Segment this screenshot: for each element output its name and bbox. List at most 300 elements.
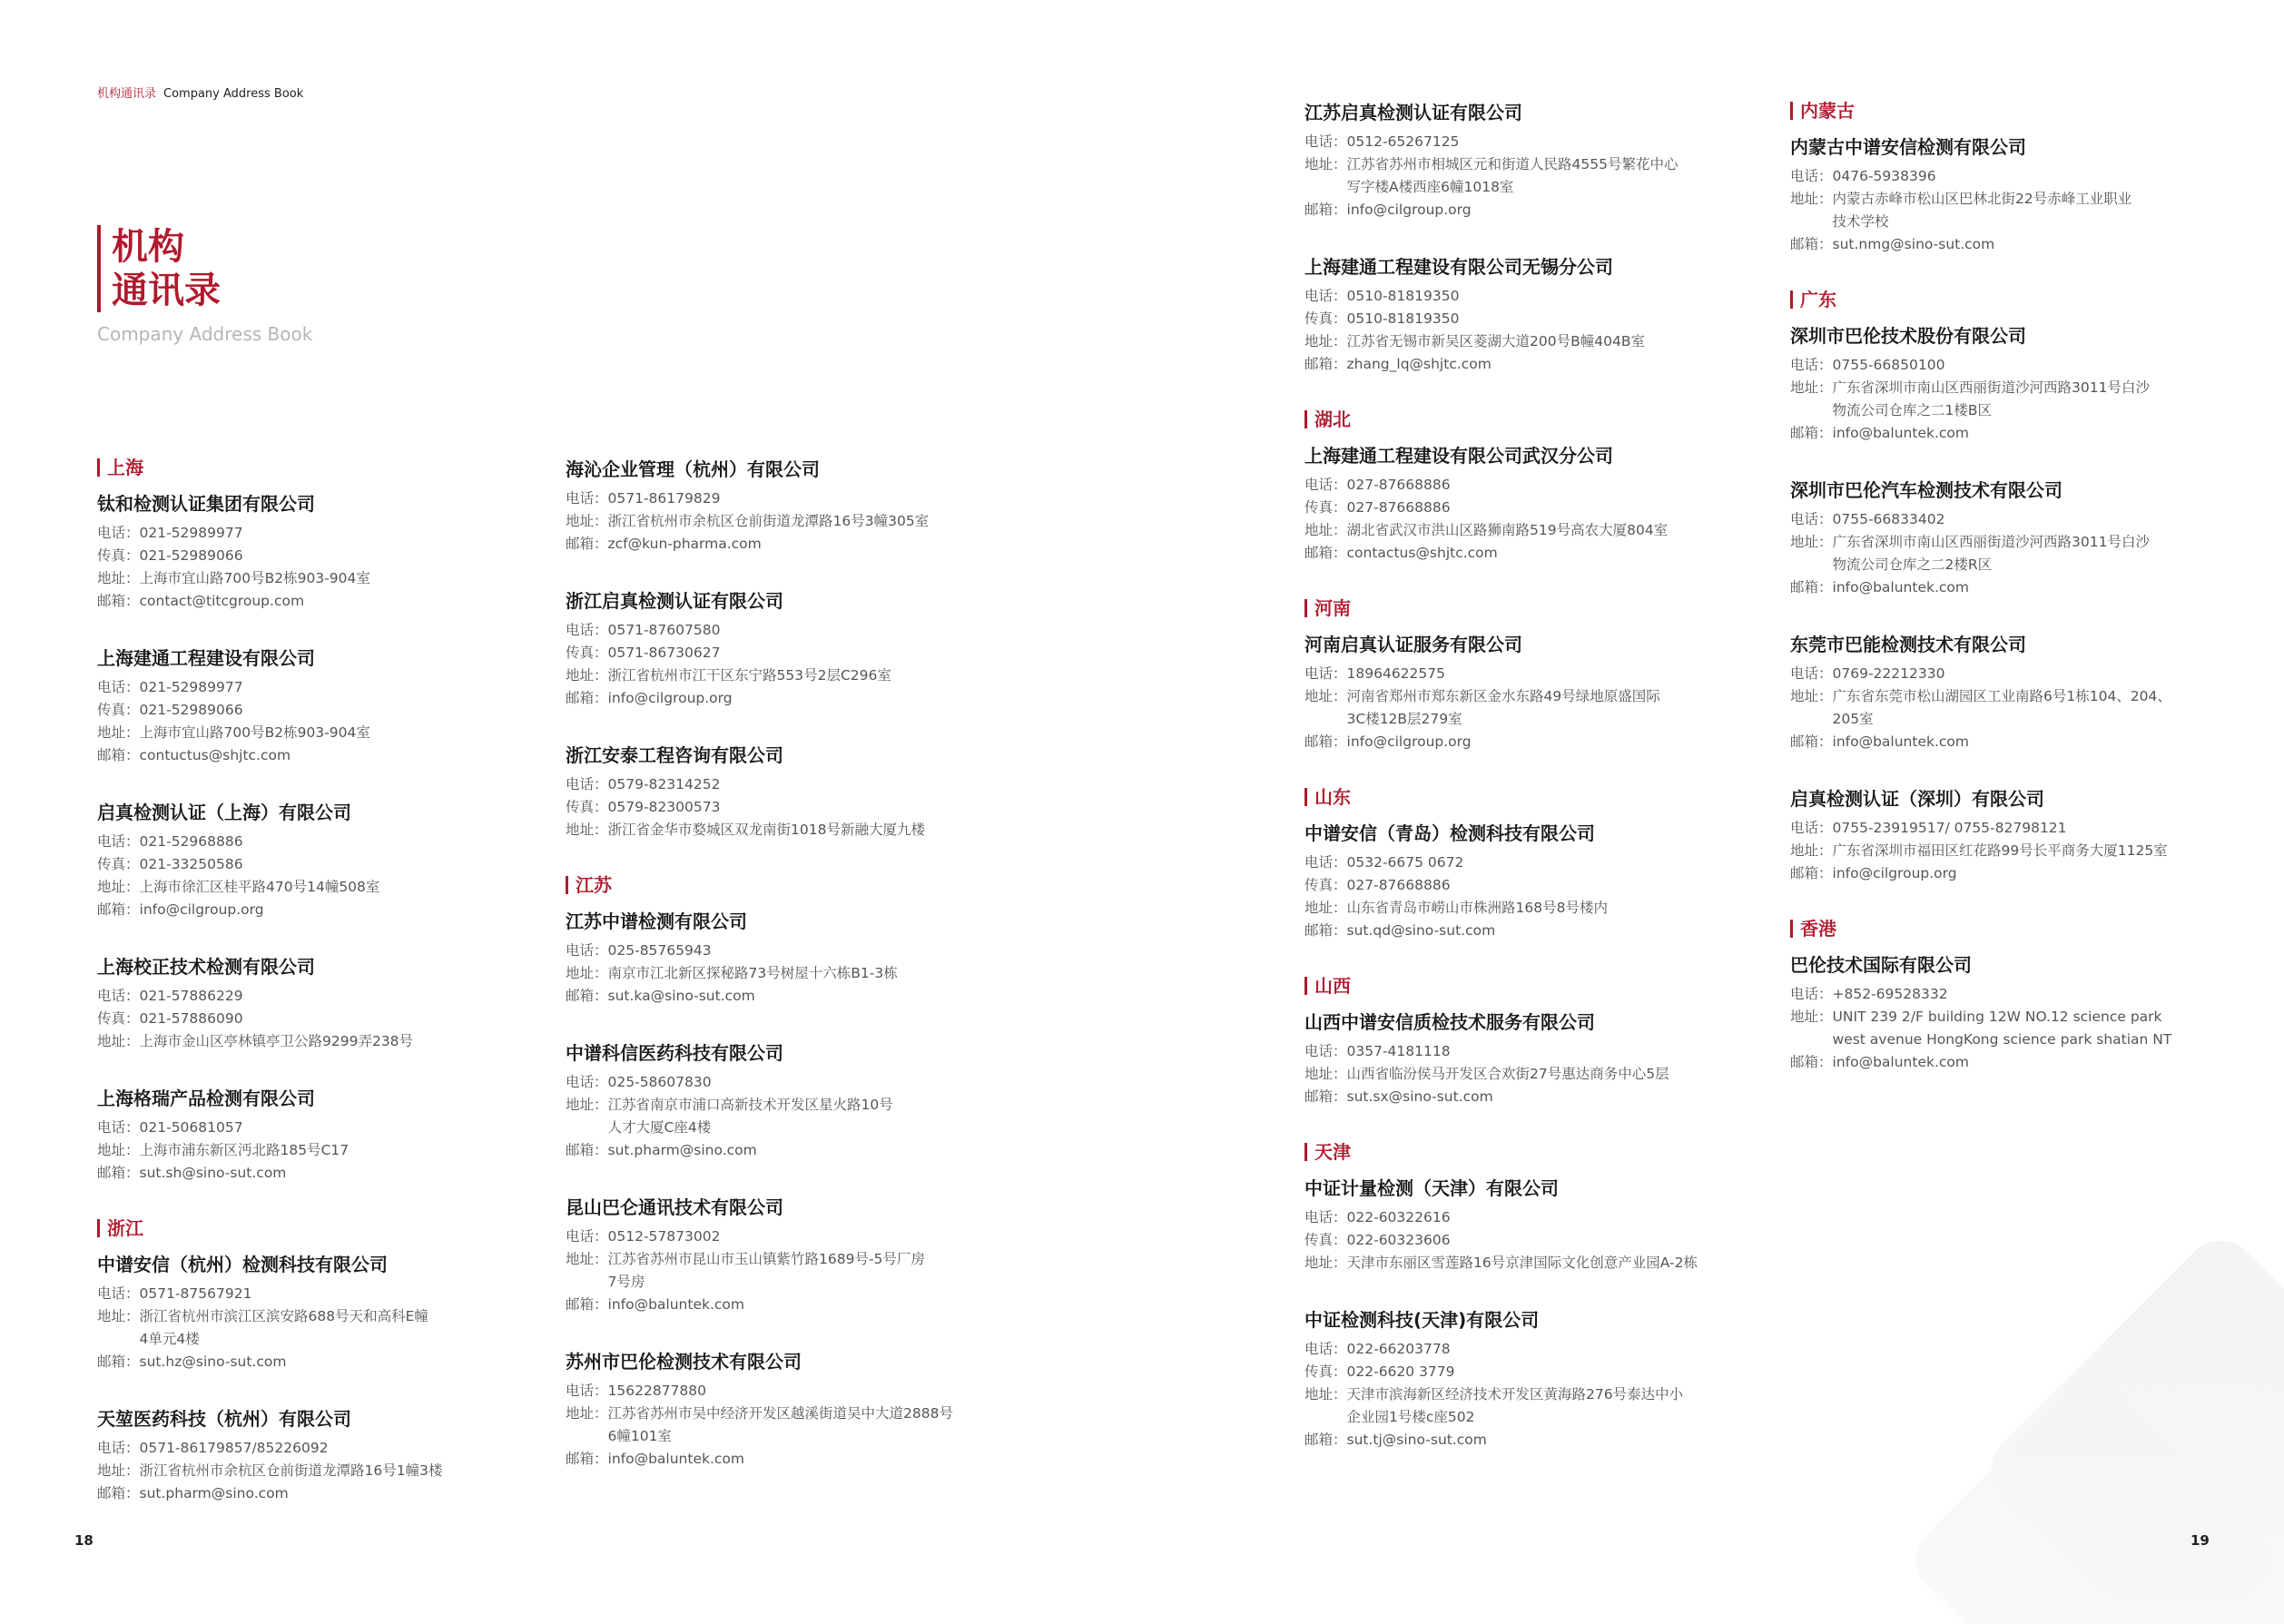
region-heading: 山东 xyxy=(1304,788,1813,806)
address-label: 地址： xyxy=(97,1462,140,1479)
page-header xyxy=(97,84,303,101)
phone-label: 电话： xyxy=(97,1119,140,1136)
address-value: 天津市东丽区雪莲路16号京津国际文化创意产业园A-2栋 xyxy=(1346,1255,1698,1271)
phone-value: 021-52989977 xyxy=(139,679,243,695)
company-entry xyxy=(1790,479,2284,599)
page-title xyxy=(97,225,221,312)
email-value[interactable]: info@cilgroup.org xyxy=(139,901,264,918)
phone-value: 0571-87567921 xyxy=(139,1285,252,1302)
email-label: 邮箱： xyxy=(1304,1432,1347,1448)
address-label: 地址： xyxy=(1304,333,1347,349)
address-line xyxy=(566,819,1074,842)
phone-value: 0579-82314252 xyxy=(607,776,721,792)
phone-value: 0512-65267125 xyxy=(1346,133,1460,150)
address-line xyxy=(1790,1006,2284,1051)
address-line xyxy=(1304,1252,1813,1275)
phone-label: 电话： xyxy=(1304,288,1347,304)
address-label: 地址： xyxy=(97,570,140,586)
company-entry xyxy=(1304,445,1813,565)
address-line xyxy=(1790,685,2284,731)
phone-line xyxy=(566,940,1074,962)
fax-label: 传真： xyxy=(1304,1232,1347,1248)
email-value[interactable]: info@baluntek.com xyxy=(1832,1054,1969,1070)
company-name: 深圳市巴伦技术股份有限公司 xyxy=(1790,325,2026,347)
address-line xyxy=(566,1248,1074,1294)
email-line xyxy=(97,899,605,921)
phone-value: 0755-66850100 xyxy=(1832,357,1945,373)
address-line xyxy=(1304,519,1813,542)
region-heading: 湖北 xyxy=(1304,410,1813,428)
company-name: 上海格瑞产品检测有限公司 xyxy=(97,1088,315,1109)
region-heading: 山西 xyxy=(1304,977,1813,995)
company-entry xyxy=(1304,1011,1813,1108)
email-line xyxy=(1304,1429,1813,1452)
email-label: 邮箱： xyxy=(1304,202,1347,218)
email-value[interactable]: contactus@shjtc.com xyxy=(1346,545,1498,561)
background-decoration xyxy=(1903,1152,2284,1624)
phone-line xyxy=(1304,1338,1813,1361)
email-label: 邮箱： xyxy=(1790,579,1833,595)
phone-label: 电话： xyxy=(1304,1043,1347,1059)
email-label: 邮箱： xyxy=(1790,733,1833,750)
page-number-left: 18 xyxy=(74,1532,94,1549)
company-entry xyxy=(566,458,1074,556)
email-line xyxy=(1304,1086,1813,1108)
fax-label: 传真： xyxy=(1304,877,1347,893)
address-label: 地址： xyxy=(1790,1009,1833,1025)
company-name: 巴伦技术国际有限公司 xyxy=(1790,954,1972,976)
address-line xyxy=(1304,1063,1813,1086)
phone-line xyxy=(566,1071,1074,1094)
fax-label: 传真： xyxy=(1304,310,1347,327)
address-value: UNIT 239 2/F building 12W NO.12 science park west avenue HongKong science park shatian NT xyxy=(1832,1009,2172,1048)
email-label: 邮箱： xyxy=(97,901,140,918)
phone-label: 电话： xyxy=(97,833,140,850)
email-label: 邮箱： xyxy=(97,1165,140,1181)
email-line xyxy=(1304,920,1813,942)
email-value[interactable]: sut.tj@sino-sut.com xyxy=(1346,1432,1487,1448)
address-line xyxy=(1304,153,1813,199)
company-name: 上海校正技术检测有限公司 xyxy=(97,956,315,978)
email-value[interactable]: sut.sh@sino-sut.com xyxy=(139,1165,287,1181)
phone-label: 电话： xyxy=(1790,665,1833,682)
email-line xyxy=(1790,1051,2284,1074)
fax-line xyxy=(97,1008,605,1030)
address-line xyxy=(1304,330,1813,353)
phone-label: 电话： xyxy=(566,942,608,959)
fax-value: 021-52989066 xyxy=(139,702,243,718)
address-line xyxy=(566,664,1074,687)
phone-value: 18964622575 xyxy=(1346,665,1445,682)
company-name: 昆山巴仑通讯技术有限公司 xyxy=(566,1196,783,1218)
email-label: 邮箱： xyxy=(566,536,608,552)
phone-label: 电话： xyxy=(97,1440,140,1456)
fax-line xyxy=(1304,308,1813,330)
page-number-right: 19 xyxy=(2190,1532,2210,1549)
address-value: 江苏省苏州市吴中经济开发区越溪街道吴中大道2888号 6幢101室 xyxy=(607,1405,953,1444)
column-2 xyxy=(566,458,1074,1505)
company-name: 浙江启真检测认证有限公司 xyxy=(566,590,783,612)
address-label: 地址： xyxy=(566,822,608,838)
phone-line xyxy=(566,773,1074,796)
company-entry xyxy=(97,647,605,767)
email-value[interactable]: info@cilgroup.org xyxy=(1346,202,1472,218)
email-line xyxy=(1304,542,1813,565)
address-label: 地址： xyxy=(1304,156,1347,172)
email-line xyxy=(1790,576,2284,599)
phone-value: 0512-57873002 xyxy=(607,1228,721,1245)
fax-label: 传真： xyxy=(97,856,140,872)
phone-label: 电话： xyxy=(1790,986,1833,1002)
company-name: 中谱安信（青岛）检测科技有限公司 xyxy=(1304,822,1595,844)
phone-value: 0532-6675 0672 xyxy=(1346,854,1464,871)
address-line xyxy=(97,1460,605,1482)
email-label: 邮箱： xyxy=(97,1353,140,1370)
address-value: 广东省深圳市福田区红花路99号长平商务大厦1125室 xyxy=(1832,842,2168,859)
address-label: 地址： xyxy=(1304,688,1347,704)
address-value: 江苏省苏州市昆山市玉山镇紫竹路1689号-5号厂房 7号房 xyxy=(607,1251,925,1290)
company-entry xyxy=(1790,954,2284,1074)
phone-label: 电话： xyxy=(1790,511,1833,527)
address-value: 山东省青岛市崂山市株洲路168号8号楼内 xyxy=(1346,900,1608,916)
company-name: 中谱科信医药科技有限公司 xyxy=(566,1042,783,1064)
address-value: 江苏省无锡市新吴区菱湖大道200号B幢404B室 xyxy=(1346,333,1645,349)
email-value[interactable]: info@cilgroup.org xyxy=(1832,865,1957,881)
fax-line xyxy=(97,853,605,876)
phone-value: 0476-5938396 xyxy=(1832,168,1936,184)
email-label: 邮箱： xyxy=(566,1296,608,1313)
phone-value: 0571-87607580 xyxy=(607,622,721,638)
email-label: 邮箱： xyxy=(1790,1054,1833,1070)
fax-line xyxy=(1304,1361,1813,1383)
email-line xyxy=(566,1448,1074,1471)
fax-line xyxy=(566,642,1074,664)
company-entry xyxy=(1790,325,2284,445)
company-name: 中证检测科技(天津)有限公司 xyxy=(1304,1309,1540,1331)
phone-line xyxy=(1790,165,2284,188)
address-value: 浙江省金华市婺城区双龙南街1018号新融大厦九楼 xyxy=(607,822,925,838)
fax-value: 0579-82300573 xyxy=(607,799,721,815)
address-line xyxy=(566,1094,1074,1139)
region-heading: 上海 xyxy=(97,458,605,477)
company-name: 内蒙古中谱安信检测有限公司 xyxy=(1790,136,2026,158)
fax-label: 传真： xyxy=(97,1010,140,1027)
fax-line xyxy=(1304,874,1813,897)
email-value[interactable]: zcf@kun-pharma.com xyxy=(607,536,762,552)
phone-label: 电话： xyxy=(566,1228,608,1245)
phone-line xyxy=(1304,1206,1813,1229)
email-label: 邮箱： xyxy=(1304,356,1347,372)
phone-value: 021-52989977 xyxy=(139,525,243,541)
address-label: 地址： xyxy=(1304,900,1347,916)
phone-label: 电话： xyxy=(1304,665,1347,682)
company-entry xyxy=(1304,102,1813,221)
fax-label: 传真： xyxy=(97,547,140,564)
email-value[interactable]: sut.hz@sino-sut.com xyxy=(139,1353,287,1370)
address-label: 地址： xyxy=(566,513,608,529)
phone-value: 027-87668886 xyxy=(1346,477,1451,493)
header-en: Company Address Book xyxy=(163,87,304,101)
phone-label: 电话： xyxy=(1304,1209,1347,1225)
phone-line xyxy=(566,1380,1074,1403)
company-entry xyxy=(566,910,1074,1008)
email-value[interactable]: sut.qd@sino-sut.com xyxy=(1346,922,1496,939)
company-entry xyxy=(566,1351,1074,1471)
address-label: 地址： xyxy=(1790,379,1833,396)
region-heading: 浙江 xyxy=(97,1219,605,1237)
phone-label: 电话： xyxy=(1304,854,1347,871)
region-heading: 香港 xyxy=(1790,920,2284,938)
address-label: 地址： xyxy=(97,1142,140,1158)
phone-value: 15622877880 xyxy=(607,1383,706,1399)
email-value[interactable]: sut.nmg@sino-sut.com xyxy=(1832,236,1995,252)
address-line xyxy=(1790,377,2284,422)
address-value: 江苏省南京市浦口高新技术开发区星火路10号 人才大厦C座4楼 xyxy=(607,1097,893,1136)
email-value[interactable]: info@baluntek.com xyxy=(607,1296,744,1313)
address-value: 广东省深圳市南山区西丽街道沙河西路3011号白沙 物流公司仓库之二1楼B区 xyxy=(1832,379,2150,418)
address-label: 地址： xyxy=(566,965,608,981)
phone-value: 025-58607830 xyxy=(607,1074,712,1090)
company-name: 东莞市巴能检测技术有限公司 xyxy=(1790,634,2026,655)
fax-value: 021-57886090 xyxy=(139,1010,243,1027)
email-value[interactable]: info@cilgroup.org xyxy=(1346,733,1472,750)
region-heading: 天津 xyxy=(1304,1143,1813,1161)
phone-line xyxy=(1790,817,2284,840)
fax-value: 027-87668886 xyxy=(1346,499,1451,516)
fax-value: 0571-86730627 xyxy=(607,645,721,661)
address-label: 地址： xyxy=(97,1033,140,1049)
email-label: 邮箱： xyxy=(97,593,140,609)
phone-label: 电话： xyxy=(566,622,608,638)
phone-line xyxy=(97,522,605,545)
company-entry xyxy=(1790,634,2284,753)
company-entry xyxy=(566,744,1074,842)
email-label: 邮箱： xyxy=(1790,425,1833,441)
fax-line xyxy=(1304,1229,1813,1252)
phone-label: 电话： xyxy=(566,1074,608,1090)
email-value[interactable]: contact@titcgroup.com xyxy=(139,593,305,609)
phone-value: 0571-86179829 xyxy=(607,490,721,507)
company-name: 海沁企业管理（杭州）有限公司 xyxy=(566,458,820,480)
company-name: 启真检测认证（深圳）有限公司 xyxy=(1790,788,2044,810)
phone-label: 电话： xyxy=(97,988,140,1004)
email-value[interactable]: sut.ka@sino-sut.com xyxy=(607,988,755,1004)
phone-value: 021-52968886 xyxy=(139,833,243,850)
address-label: 地址： xyxy=(1304,522,1347,538)
phone-value: 0755-23919517/ 0755-82798121 xyxy=(1832,820,2067,836)
company-entry xyxy=(1304,634,1813,753)
email-value[interactable]: info@baluntek.com xyxy=(1832,733,1969,750)
address-label: 地址： xyxy=(1790,688,1833,704)
column-3 xyxy=(1304,102,1813,1486)
address-line xyxy=(97,1030,605,1053)
fax-value: 027-87668886 xyxy=(1346,877,1451,893)
address-value: 上海市宜山路700号B2栋903-904室 xyxy=(139,570,370,586)
phone-line xyxy=(1790,983,2284,1006)
phone-line xyxy=(1304,663,1813,685)
email-value[interactable]: contuctus@shjtc.com xyxy=(139,747,291,763)
address-value: 浙江省杭州市江干区东宁路553号2层C296室 xyxy=(607,667,891,684)
column-4 xyxy=(1790,102,2284,1108)
company-name: 苏州市巴伦检测技术有限公司 xyxy=(566,1351,802,1373)
company-name: 中谱安信（杭州）检测科技有限公司 xyxy=(97,1254,388,1275)
address-value: 浙江省杭州市余杭区仓前街道龙潭路16号3幢305室 xyxy=(607,513,930,529)
address-label: 地址： xyxy=(1790,191,1833,207)
phone-value: 0769-22212330 xyxy=(1832,665,1945,682)
email-value[interactable]: sut.sx@sino-sut.com xyxy=(1346,1088,1493,1105)
address-line xyxy=(97,1305,605,1351)
phone-line xyxy=(1790,663,2284,685)
email-label: 邮箱： xyxy=(1790,236,1833,252)
email-line xyxy=(97,1351,605,1373)
header-cn: 机构通讯录 xyxy=(97,87,157,101)
company-name: 中证计量检测（天津）有限公司 xyxy=(1304,1177,1559,1199)
company-entry xyxy=(97,1408,605,1505)
company-name: 河南启真认证服务有限公司 xyxy=(1304,634,1522,655)
phone-line xyxy=(97,676,605,699)
phone-label: 电话： xyxy=(97,679,140,695)
email-line xyxy=(566,533,1074,556)
email-value[interactable]: sut.pharm@sino.com xyxy=(607,1142,757,1158)
address-line xyxy=(1790,188,2284,233)
company-entry xyxy=(97,493,605,613)
phone-label: 电话： xyxy=(1304,1341,1347,1357)
fax-label: 传真： xyxy=(97,702,140,718)
email-label: 邮箱： xyxy=(1304,545,1347,561)
column-1 xyxy=(97,458,605,1540)
address-value: 上海市徐汇区桂平路470号14幢508室 xyxy=(139,879,380,895)
address-line xyxy=(97,567,605,590)
phone-line xyxy=(1304,285,1813,308)
address-line xyxy=(97,722,605,744)
email-label: 邮箱： xyxy=(97,747,140,763)
email-line xyxy=(1790,731,2284,753)
company-name: 上海建通工程建设有限公司无锡分公司 xyxy=(1304,256,1613,278)
fax-line xyxy=(1304,497,1813,519)
address-value: 天津市滨海新区经济技术开发区黄海路276号泰达中小 企业园1号楼c座502 xyxy=(1346,1386,1684,1425)
phone-value: 0510-81819350 xyxy=(1346,288,1460,304)
email-value[interactable]: zhang_lq@shjtc.com xyxy=(1346,356,1491,372)
fax-line xyxy=(97,699,605,722)
email-value[interactable]: sut.pharm@sino.com xyxy=(139,1485,289,1501)
fax-label: 传真： xyxy=(1304,499,1347,516)
region-heading: 江苏 xyxy=(566,876,1074,894)
region-heading: 内蒙古 xyxy=(1790,102,2284,120)
email-label: 邮箱： xyxy=(1304,1088,1347,1105)
email-label: 邮箱： xyxy=(1790,865,1833,881)
company-name: 江苏中谱检测有限公司 xyxy=(566,910,747,932)
address-value: 江苏省苏州市相城区元和街道人民路4555号繁花中心 写字楼A楼西座6幢1018室 xyxy=(1346,156,1679,195)
company-entry xyxy=(566,1196,1074,1316)
address-line xyxy=(1304,897,1813,920)
phone-label: 电话： xyxy=(566,490,608,507)
fax-label: 传真： xyxy=(566,799,608,815)
company-entry xyxy=(1304,256,1813,376)
fax-value: 0510-81819350 xyxy=(1346,310,1460,327)
phone-line xyxy=(97,831,605,853)
address-value: 广东省东莞市松山湖园区工业南路6号1栋104、204、 205室 xyxy=(1832,688,2171,727)
phone-label: 电话： xyxy=(1790,820,1833,836)
company-entry xyxy=(97,956,605,1053)
address-label: 地址： xyxy=(97,879,140,895)
address-value: 湖北省武汉市洪山区路狮南路519号高农大厦804室 xyxy=(1346,522,1669,538)
email-line xyxy=(566,1294,1074,1316)
email-value[interactable]: info@baluntek.com xyxy=(1832,579,1969,595)
address-value: 内蒙古赤峰市松山区巴林北街22号赤峰工业职业 技术学校 xyxy=(1832,191,2132,230)
email-value[interactable]: info@baluntek.com xyxy=(607,1451,744,1467)
address-value: 南京市江北新区探秘路73号树屋十六栋B1-3栋 xyxy=(607,965,898,981)
email-line xyxy=(1790,862,2284,885)
address-line xyxy=(97,876,605,899)
company-entry xyxy=(97,1254,605,1373)
fax-value: 022-60323606 xyxy=(1346,1232,1451,1248)
company-name: 上海建通工程建设有限公司武汉分公司 xyxy=(1304,445,1613,467)
email-value[interactable]: info@cilgroup.org xyxy=(607,690,733,706)
email-label: 邮箱： xyxy=(566,1142,608,1158)
title-line1: 机构 xyxy=(112,226,184,268)
company-entry xyxy=(1790,788,2284,885)
email-line xyxy=(97,744,605,767)
address-line xyxy=(1304,685,1813,731)
address-value: 上海市宜山路700号B2栋903-904室 xyxy=(139,724,370,741)
company-name: 上海建通工程建设有限公司 xyxy=(97,647,315,669)
phone-value: 021-50681057 xyxy=(139,1119,243,1136)
company-name: 山西中谱安信质检技术服务有限公司 xyxy=(1304,1011,1595,1033)
address-label: 地址： xyxy=(1304,1255,1347,1271)
phone-label: 电话： xyxy=(1790,357,1833,373)
address-line xyxy=(1304,1383,1813,1429)
company-entry xyxy=(97,1088,605,1185)
phone-value: +852-69528332 xyxy=(1832,986,1948,1002)
company-entry xyxy=(97,802,605,921)
email-label: 邮箱： xyxy=(1304,733,1347,750)
phone-value: 0755-66833402 xyxy=(1832,511,1945,527)
phone-value: 025-85765943 xyxy=(607,942,712,959)
page-subtitle: Company Address Book xyxy=(97,323,313,345)
phone-label: 电话： xyxy=(1790,168,1833,184)
email-line xyxy=(1790,233,2284,256)
phone-label: 电话： xyxy=(566,776,608,792)
phone-label: 电话： xyxy=(1304,133,1347,150)
email-line xyxy=(566,687,1074,710)
address-label: 地址： xyxy=(1304,1066,1347,1082)
fax-value: 022-6620 3779 xyxy=(1346,1363,1455,1380)
address-line xyxy=(566,1403,1074,1448)
title-line2: 通讯录 xyxy=(112,270,221,311)
region-heading: 河南 xyxy=(1304,599,1813,617)
email-line xyxy=(566,1139,1074,1162)
company-entry xyxy=(566,1042,1074,1162)
email-label: 邮箱： xyxy=(566,690,608,706)
email-label: 邮箱： xyxy=(566,988,608,1004)
fax-label: 传真： xyxy=(1304,1363,1347,1380)
company-entry xyxy=(1304,1309,1813,1452)
email-line xyxy=(566,985,1074,1008)
email-value[interactable]: info@baluntek.com xyxy=(1832,425,1969,441)
company-name: 天堃医药科技（杭州）有限公司 xyxy=(97,1408,351,1430)
address-label: 地址： xyxy=(566,1251,608,1267)
region-heading: 广东 xyxy=(1790,290,2284,309)
phone-label: 电话： xyxy=(566,1383,608,1399)
phone-line xyxy=(1304,851,1813,874)
address-value: 河南省郑州市郑东新区金水东路49号绿地原盛国际 3C楼12B层279室 xyxy=(1346,688,1660,727)
phone-line xyxy=(97,1437,605,1460)
address-label: 地址： xyxy=(566,667,608,684)
phone-line xyxy=(566,487,1074,510)
company-name: 江苏启真检测认证有限公司 xyxy=(1304,102,1522,123)
phone-line xyxy=(1790,508,2284,531)
fax-line xyxy=(97,545,605,567)
